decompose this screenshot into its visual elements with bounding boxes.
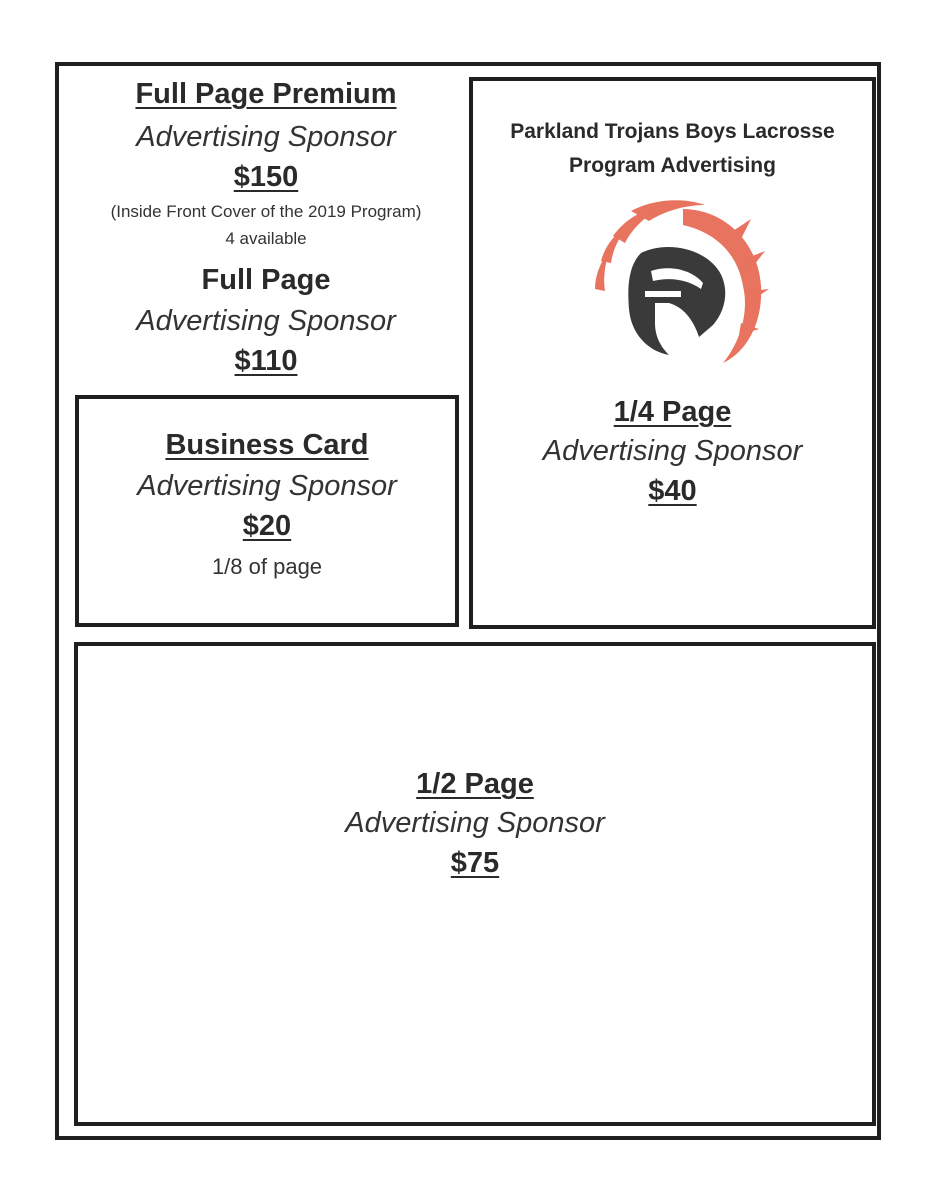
full-premium-title: Full Page Premium	[135, 78, 397, 110]
full-page-subtitle: Advertising Sponsor	[136, 305, 396, 337]
half-page-price: $75	[450, 847, 500, 879]
half-page-subtitle: Advertising Sponsor	[345, 807, 605, 839]
quarter-page-price: $40	[648, 475, 697, 507]
business-card-title: Business Card	[165, 429, 369, 461]
business-card-subtitle: Advertising Sponsor	[137, 470, 397, 502]
half-page-box	[74, 642, 876, 1126]
full-page-price: $110	[234, 345, 298, 377]
business-card-note: 1/8 of page	[211, 554, 323, 579]
quarter-page-title: 1/4 Page	[613, 396, 732, 428]
trojan-helmet-icon	[573, 191, 773, 366]
business-card-price: $20	[242, 510, 292, 542]
quarter-page-box	[469, 77, 876, 629]
full-page-section	[62, 262, 470, 380]
quarter-page-subtitle: Advertising Sponsor	[542, 435, 803, 467]
full-premium-availability: 4 available	[225, 229, 307, 248]
helmet-shape	[628, 247, 725, 355]
half-page-title: 1/2 Page	[416, 768, 534, 800]
full-page-premium-section	[62, 76, 470, 252]
full-premium-note: (Inside Front Cover of the 2019 Program)	[110, 202, 422, 221]
logo-title-line2: Program Advertising	[569, 154, 776, 177]
business-card-box	[75, 395, 459, 627]
full-page-title: Full Page	[201, 264, 331, 296]
full-premium-subtitle: Advertising Sponsor	[136, 121, 396, 153]
full-premium-price: $150	[233, 161, 299, 193]
logo-title-line1: Parkland Trojans Boys Lacrosse	[510, 120, 835, 143]
